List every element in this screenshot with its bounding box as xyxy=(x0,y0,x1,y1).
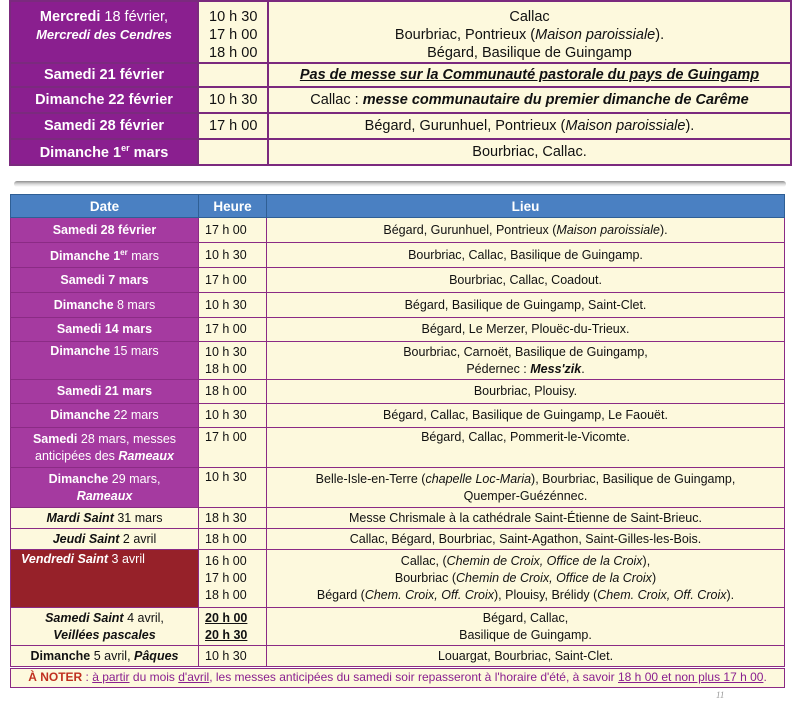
table-row xyxy=(10,113,791,139)
date-cell: Mercredi 18 février, Mercredi des Cendres xyxy=(10,1,198,63)
time-cell: 17 h 00 xyxy=(199,318,267,342)
place-cell: Bégard, Gurunhuel, Pontrieux (Maison paroissiale). xyxy=(268,113,791,139)
time-cell: 10 h 30 xyxy=(199,646,267,667)
date-cell: Dimanche 22 février xyxy=(10,87,198,113)
header-heure: Heure xyxy=(199,195,267,218)
mass-schedule-table xyxy=(10,194,785,667)
header-date: Date xyxy=(11,195,199,218)
table-row xyxy=(11,428,785,468)
table-row xyxy=(11,404,785,428)
time-cell: 10 h 30 18 h 00 xyxy=(199,342,267,380)
table-row xyxy=(11,342,785,380)
date-cell: Dimanche 1er mars xyxy=(10,139,198,165)
date-cell: Samedi 14 mars xyxy=(11,318,199,342)
table-row xyxy=(11,268,785,293)
time-cell: 17 h 00 xyxy=(199,218,267,243)
place-cell: Bourbriac, Callac. xyxy=(268,139,791,165)
time-cell: 18 h 00 xyxy=(199,529,267,550)
page-number: 11 xyxy=(716,690,725,700)
time-cell: 10 h 30 xyxy=(199,293,267,318)
date-cell: Mardi Saint 31 mars xyxy=(11,508,199,529)
place-cell: Pas de messe sur la Communauté pastorale du pays de Guingamp xyxy=(268,63,791,87)
date-cell: Samedi Saint 4 avril, Veillées pascales xyxy=(11,608,199,646)
date-cell: Jeudi Saint 2 avril xyxy=(11,529,199,550)
place-cell: Callac Bourbriac, Pontrieux (Maison paroissiale). Bégard, Basilique de Guingamp xyxy=(268,1,791,63)
table-row xyxy=(11,318,785,342)
place-cell: Callac, Bégard, Bourbriac, Saint-Agathon, Saint-Gilles-les-Bois. xyxy=(267,529,785,550)
place-cell: Bourbriac, Callac, Coadout. xyxy=(267,268,785,293)
date-cell: Samedi 28 février xyxy=(11,218,199,243)
time-cell: 18 h 30 xyxy=(199,508,267,529)
place-cell: Bourbriac, Plouisy. xyxy=(267,380,785,404)
time-cell xyxy=(198,63,268,87)
time-cell: 10 h 30 xyxy=(199,468,267,508)
date-cell: Samedi 28 mars, messes anticipées des Rameaux xyxy=(11,428,199,468)
table-header-row xyxy=(11,195,785,218)
place-cell: Bégard, Basilique de Guingamp, Saint-Clet. xyxy=(267,293,785,318)
place-cell: Bégard, Callac, Pommerit-le-Vicomte. xyxy=(267,428,785,468)
place-cell: Bégard, Le Merzer, Plouëc-du-Trieux. xyxy=(267,318,785,342)
time-cell: 20 h 00 20 h 30 xyxy=(199,608,267,646)
date-cell: Dimanche 1er mars xyxy=(11,243,199,268)
table-row xyxy=(11,550,785,608)
date-cell: Dimanche 8 mars xyxy=(11,293,199,318)
time-cell xyxy=(198,139,268,165)
date-cell: Dimanche 29 mars, Rameaux xyxy=(11,468,199,508)
date-cell: Vendredi Saint 3 avril xyxy=(11,550,199,608)
place-cell: Callac, (Chemin de Croix, Office de la Croix), Bourbriac (Chemin de Croix, Office de la Croix) Bégard (Chem. Croix, Off. Croix), Plouisy, Brélidy (Chem. Croix, Off. Croix). xyxy=(267,550,785,608)
header-lieu: Lieu xyxy=(267,195,785,218)
date-cell: Dimanche 5 avril, Pâques xyxy=(11,646,199,667)
table-row xyxy=(11,218,785,243)
date-cell: Samedi 7 mars xyxy=(11,268,199,293)
place-cell: Bégard, Callac, Basilique de Guingamp, Le Faouët. xyxy=(267,404,785,428)
top-schedule-table xyxy=(9,0,792,166)
place-cell: Bourbriac, Carnoët, Basilique de Guingamp, Pédernec : Mess'zik. xyxy=(267,342,785,380)
place-cell: Bégard, Callac, Basilique de Guingamp. xyxy=(267,608,785,646)
time-cell: 17 h 00 xyxy=(199,428,267,468)
time-cell: 17 h 00 xyxy=(199,268,267,293)
time-cell: 16 h 00 17 h 00 18 h 00 xyxy=(199,550,267,608)
place-cell: Bourbriac, Callac, Basilique de Guingamp. xyxy=(267,243,785,268)
table-row xyxy=(11,508,785,529)
time-cell: 10 h 30 xyxy=(198,87,268,113)
date-cell: Dimanche 15 mars xyxy=(11,342,199,380)
time-cell: 10 h 30 xyxy=(199,243,267,268)
table-row xyxy=(11,243,785,268)
table-row xyxy=(11,468,785,508)
table-row xyxy=(11,380,785,404)
table-row xyxy=(10,87,791,113)
table-row xyxy=(11,608,785,646)
time-cell: 17 h 00 xyxy=(198,113,268,139)
table-row xyxy=(11,646,785,667)
date-cell: Samedi 21 février xyxy=(10,63,198,87)
time-cell: 10 h 30 xyxy=(199,404,267,428)
place-cell: Bégard, Gurunhuel, Pontrieux (Maison paroissiale). xyxy=(267,218,785,243)
place-cell: Louargat, Bourbriac, Saint-Clet. xyxy=(267,646,785,667)
date-cell: Dimanche 22 mars xyxy=(11,404,199,428)
table-row xyxy=(10,1,791,63)
place-cell: Callac : messe communautaire du premier dimanche de Carême xyxy=(268,87,791,113)
table-row xyxy=(10,139,791,165)
date-cell: Samedi 28 février xyxy=(10,113,198,139)
table-row xyxy=(10,63,791,87)
table-row xyxy=(11,293,785,318)
place-cell: Messe Chrismale à la cathédrale Saint-Étienne de Saint-Brieuc. xyxy=(267,508,785,529)
footnote: À NOTER : à partir du mois d'avril, les messes anticipées du samedi soir repasseront à l'horaire d'été, à savoir 18 h 00 et non plus 17 h 00. xyxy=(10,668,785,688)
section-divider xyxy=(14,181,786,187)
place-cell: Belle-Isle-en-Terre (chapelle Loc-Maria), Bourbriac, Basilique de Guingamp, Quemper-Guézénnec. xyxy=(267,468,785,508)
time-cell: 10 h 30 17 h 00 18 h 00 xyxy=(198,1,268,63)
date-cell: Samedi 21 mars xyxy=(11,380,199,404)
time-cell: 18 h 00 xyxy=(199,380,267,404)
table-row xyxy=(11,529,785,550)
